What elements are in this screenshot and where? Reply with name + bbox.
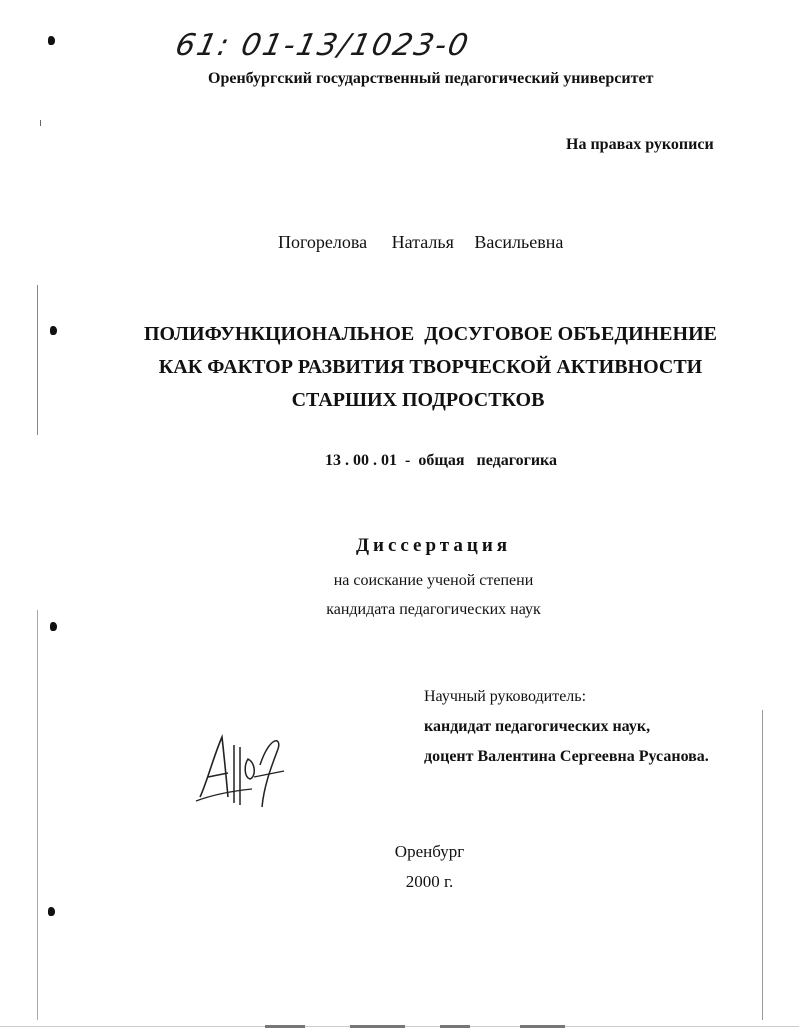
supervisor-block (424, 682, 709, 772)
degree-line: кандидата педагогических наук (326, 601, 541, 618)
supervisor-name: доцент Валентина Сергеевна Русанова. (424, 748, 709, 765)
archive-code: 61: 01-13/1023-0 (172, 28, 474, 63)
supervisor-label: Научный руководитель: (424, 688, 587, 705)
manuscript-rights: На правах рукописи (566, 136, 714, 153)
university-name: Оренбургский государственный педагогический университет (208, 70, 654, 87)
dissertation-title (31, 318, 799, 417)
title-line: СТАРШИХ ПОДРОСТКОВ (291, 389, 545, 411)
scan-bottom-edge (0, 1023, 799, 1029)
publication-place: Оренбург (394, 842, 465, 861)
scan-edge-right (762, 710, 763, 1020)
title-line: ПОЛИФУНКЦИОНАЛЬНОЕ ДОСУГОВОЕ ОБЪЕДИНЕНИЕ (144, 323, 717, 345)
author-surname: Погорелова (278, 232, 368, 252)
author-name (278, 232, 563, 253)
work-type: Диссертация (355, 535, 512, 556)
title-line: КАК ФАКТОР РАЗВИТИЯ ТВОРЧЕСКОЙ АКТИВНОСТИ (158, 356, 703, 378)
signature (192, 725, 302, 815)
scan-mark (48, 907, 55, 916)
degree-line: на соискание ученой степени (333, 572, 534, 589)
specialty-code: 13 . 00 . 01 - общая педагогика (325, 452, 558, 469)
scan-edge-left (37, 610, 38, 1020)
degree-info (34, 566, 799, 624)
author-first-name: Наталья (391, 232, 454, 252)
scan-mark (48, 36, 55, 45)
author-patronymic: Васильевна (474, 232, 564, 252)
publication-year: 2000 г. (405, 872, 454, 891)
scan-edge-left (40, 120, 41, 126)
supervisor-degree: кандидат педагогических наук, (424, 718, 651, 735)
